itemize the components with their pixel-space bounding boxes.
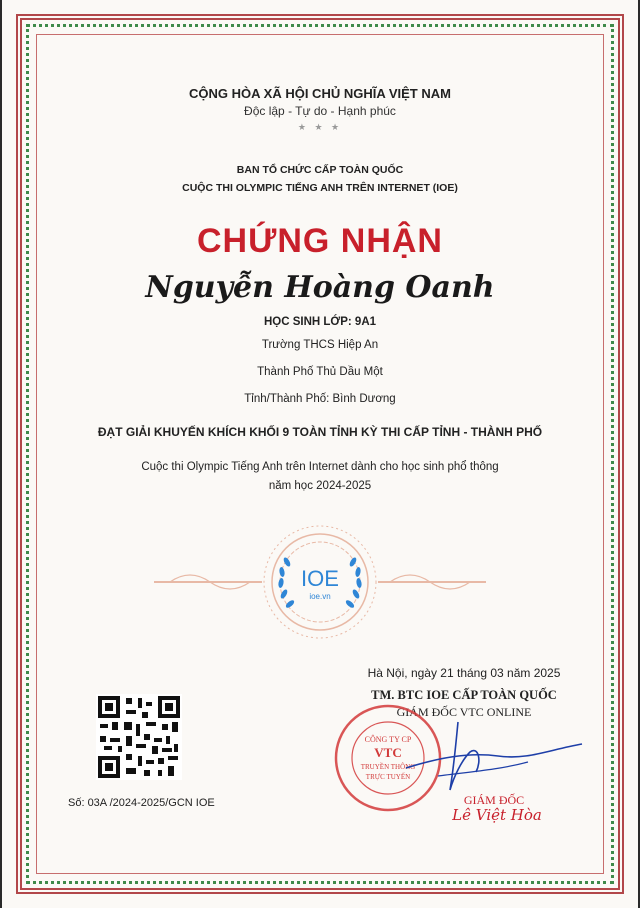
certificate-sheet bbox=[2, 0, 638, 908]
issue-date: Hà Nội, ngày 21 tháng 03 năm 2025 bbox=[367, 666, 561, 680]
stars-divider: ★ ★ ★ bbox=[297, 122, 343, 132]
student-class: HỌC SINH LỚP: 9A1 bbox=[263, 316, 377, 328]
award-text: ĐẠT GIẢI KHUYẾN KHÍCH KHỐI 9 TOÀN TỈNH KỲ THI CẤP TỈNH - THÀNH PHỐ bbox=[97, 425, 543, 439]
stamp-line-3: TRUYỀN THÔNG bbox=[360, 763, 416, 771]
signer-name: Lê Việt Hòa bbox=[452, 806, 542, 824]
motto: Độc lập - Tự do - Hạnh phúc bbox=[244, 104, 396, 118]
logo-domain: ioe.vn bbox=[309, 592, 331, 601]
ioe-emblem bbox=[150, 522, 490, 642]
stamp-line-4: TRỰC TUYẾN bbox=[365, 773, 411, 781]
organizer-line-1: BAN TỔ CHỨC CẤP TOÀN QUỐC bbox=[236, 164, 404, 176]
logo-text: IOE bbox=[301, 566, 339, 591]
signer-position: GIÁM ĐỐC bbox=[463, 793, 525, 807]
description-line-1: Cuộc thi Olympic Tiếng Anh trên Internet dành cho học sinh phổ thông bbox=[141, 461, 499, 473]
signature-scribble bbox=[398, 716, 588, 796]
stamp-line-1: CÔNG TY CP bbox=[364, 735, 412, 744]
organizer-line-2: CUỘC THI OLYMPIC TIẾNG ANH TRÊN INTERNET (IOE) bbox=[182, 182, 458, 194]
qr-code bbox=[96, 694, 182, 780]
description-line-2: năm học 2024-2025 bbox=[268, 480, 372, 492]
signing-title-1: TM. BTC IOE CẤP TOÀN QUỐC bbox=[371, 688, 557, 702]
stamp-line-2: VTC bbox=[374, 745, 402, 760]
certificate-title: CHỨNG NHẬN bbox=[197, 222, 443, 260]
city-name: Thành Phố Thủ Dầu Một bbox=[257, 366, 383, 378]
recipient-name: Nguyễn Hoàng Oanh bbox=[145, 270, 495, 305]
signing-title-2: GIÁM ĐỐC VTC ONLINE bbox=[396, 705, 532, 719]
province-name: Tỉnh/Thành Phố: Bình Dương bbox=[244, 393, 396, 405]
school-name: Trường THCS Hiệp An bbox=[261, 339, 379, 351]
nation-heading: CỘNG HÒA XÃ HỘI CHỦ NGHĨA VIỆT NAM bbox=[189, 86, 451, 101]
certificate-number: Số: 03A /2024-2025/GCN IOE bbox=[68, 797, 215, 809]
